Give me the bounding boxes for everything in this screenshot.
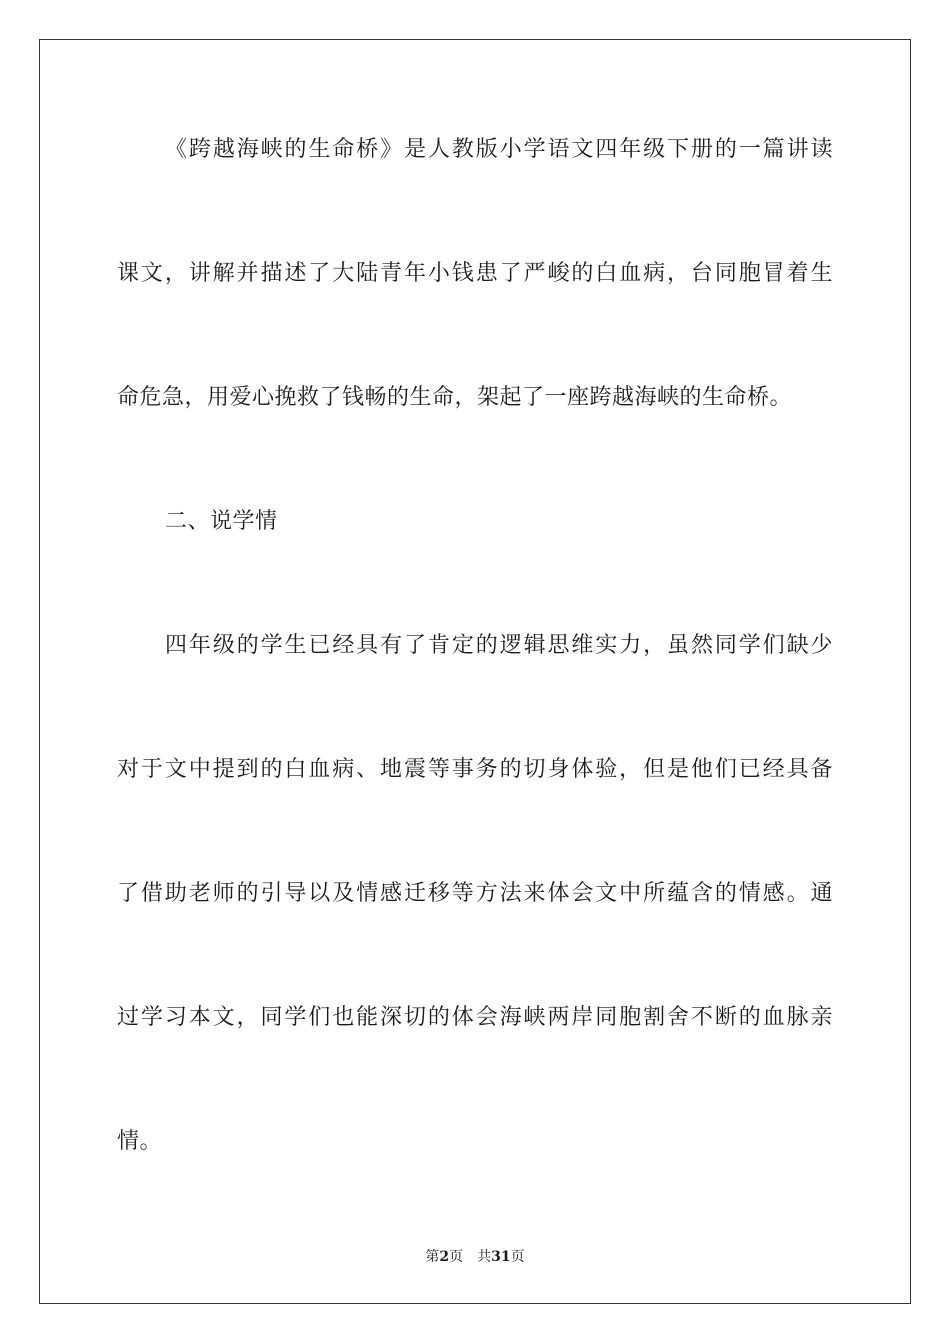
paragraph-line-7: 过学习本文，同学们也能深切的体会海峡两岸同胞割舍不断的血脉亲 (117, 1005, 833, 1030)
page-footer (0, 1247, 950, 1267)
footer-total-suffix: 页 (510, 1249, 525, 1265)
paragraph-line-6: 了借助老师的引导以及情感迁移等方法来体会文中所蕴含的情感。通 (117, 881, 833, 906)
footer-total-prefix: 共 (477, 1249, 492, 1265)
footer-total-pages: 31 (491, 1249, 511, 1265)
paragraph-line-2: 课文，讲解并描述了大陆青年小钱患了严峻的白血病，台同胞冒着生 (117, 261, 833, 286)
paragraph-line-5: 对于文中提到的白血病、地震等事务的切身体验，但是他们已经具备 (117, 757, 833, 782)
footer-page-suffix: 页 (449, 1249, 464, 1265)
paragraph-line-4: 四年级的学生已经具有了肯定的逻辑思维实力，虽然同学们缺少 (165, 633, 833, 658)
paragraph-line-3: 命危急，用爱心挽救了钱畅的生命，架起了一座跨越海峡的生命桥。 (117, 385, 793, 410)
paragraph-line-8: 情。 (117, 1129, 163, 1154)
paragraph-line-1: 《跨越海峡的生命桥》是人教版小学语文四年级下册的一篇讲读 (165, 137, 833, 162)
footer-page-number: 2 (439, 1249, 450, 1265)
footer-prefix: 第 (425, 1249, 440, 1265)
section-heading: 二、说学情 (165, 509, 278, 534)
page-border (39, 39, 911, 1304)
